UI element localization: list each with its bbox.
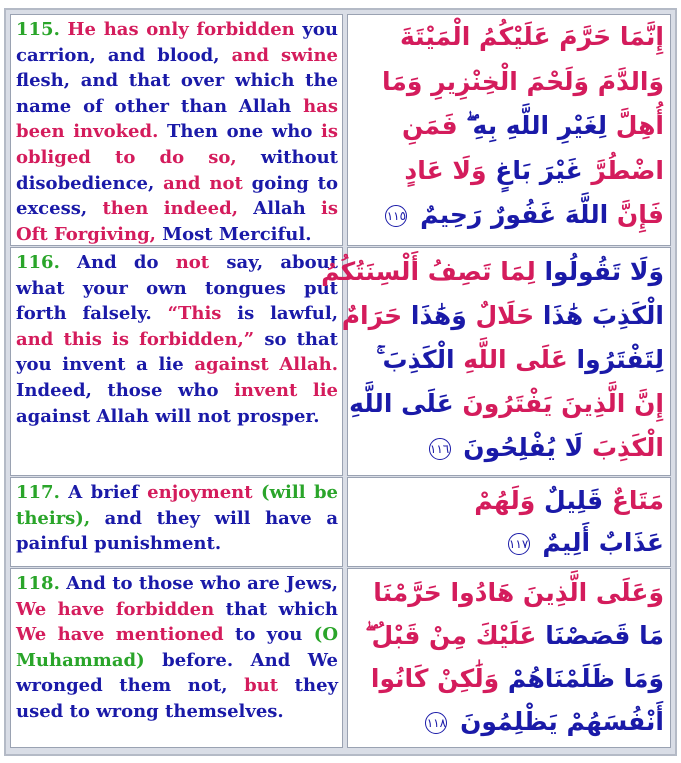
arabic-line [352, 149, 664, 194]
arabic-line [352, 104, 664, 149]
ayah-number-marker: ١١٥ [385, 205, 407, 227]
text-segment: أُهِلَّ [615, 111, 664, 141]
text-segment: الْكَذِبَ هَٰذَا [542, 301, 664, 330]
text-segment: وَهَٰذَا [410, 301, 467, 330]
text-segment: (will be theirs), [16, 482, 338, 529]
text-segment: And do [59, 252, 176, 273]
verse-row-116 [10, 247, 671, 476]
text-segment: Allah [237, 198, 322, 220]
english-translation-cell [10, 14, 343, 246]
text-segment: 118. [16, 573, 60, 594]
text-segment: going to excess, [16, 172, 338, 220]
ayah-number-marker: ١١٨ [425, 712, 447, 734]
text-segment: against Allah. [194, 354, 338, 376]
verse-table [4, 8, 677, 756]
text-segment: and not [163, 172, 243, 194]
english-translation-cell [10, 568, 343, 748]
verse-row-118 [10, 568, 671, 748]
arabic-line [352, 700, 664, 743]
text-segment: اللَّهَ غَفُورٌ رَحِيمٌ [420, 200, 617, 230]
arabic-verse-text [352, 15, 664, 238]
text-segment: before. And We wronged them not, [16, 649, 338, 697]
english-translation-cell [10, 247, 343, 476]
text-segment: وَالدَّمَ وَلَحْمَ الْخِنْزِيرِ وَمَا [382, 66, 664, 96]
arabic-line [352, 193, 664, 238]
text-segment: وَلَهُمْ [474, 486, 536, 515]
text-segment: وَلَٰكِنْ كَانُوا [370, 664, 508, 693]
text-segment: لِتَفْتَرُوا [576, 345, 664, 374]
arabic-verse-cell [347, 568, 671, 748]
text-segment: is obliged to do so, [16, 121, 338, 168]
text-segment: And to those who are Jews, [59, 573, 338, 594]
text-segment: لَا يُفْلِحُونَ [463, 433, 592, 462]
text-segment: مَا قَصَصْنَا [545, 621, 664, 650]
text-segment: إِنَّمَا حَرَّمَ عَلَيْكُمُ الْمَيْتَةَ [399, 22, 664, 51]
verse-row-115 [10, 14, 671, 246]
text-segment: قَلِيلٌ [535, 486, 612, 515]
arabic-line [352, 614, 664, 657]
arabic-line [349, 382, 664, 426]
text-segment: وَلَا تَقُولُوا [544, 257, 664, 286]
text-segment: 116. [16, 252, 60, 273]
text-segment: وَمَا ظَلَمْنَاهُمْ [507, 664, 664, 693]
arabic-line [352, 60, 664, 105]
text-segment: but [244, 675, 279, 697]
english-translation-cell [10, 477, 343, 567]
arabic-verse-cell [347, 14, 671, 246]
text-segment: 117. [16, 482, 60, 503]
text-segment: عَذَابٌ أَلِيمٌ [542, 528, 664, 557]
arabic-line [352, 657, 664, 700]
english-translation-text [16, 250, 338, 429]
text-segment: لِمَا تَصِفُ أَلْسِنَتُكُمُ [321, 257, 545, 286]
text-segment: عَلَى اللَّهِ [349, 389, 463, 418]
text-segment: عَلَيْكَ مِنْ قَبْلُ ۖ [365, 621, 546, 650]
text-segment: so that you invent a lie [16, 328, 338, 376]
arabic-line [352, 15, 664, 60]
text-segment: إِنَّ الَّذِينَ يَفْتَرُونَ [462, 389, 664, 418]
ayah-number-marker: ١١٧ [508, 533, 530, 555]
arabic-verse-text [321, 248, 664, 470]
arabic-line [352, 480, 664, 522]
text-segment: enjoyment [147, 482, 253, 503]
text-segment: حَلَالٌ [466, 301, 543, 330]
english-translation-text [16, 17, 338, 247]
arabic-line [352, 522, 664, 564]
arabic-verse-cell [321, 247, 671, 476]
text-segment: forbidden [196, 19, 295, 40]
text-segment: (O Muhammad) [16, 624, 338, 671]
arabic-line [352, 426, 664, 470]
text-segment: لِغَيْرِ اللَّهِ بِهِ [466, 111, 616, 141]
text-segment: مَتَاعٌ [611, 486, 664, 515]
text-segment: اضْطُرَّ [591, 155, 664, 185]
text-segment: فَإِنَّ [616, 200, 664, 230]
text-segment: that which [214, 598, 338, 620]
text-segment: الْكَذِبَ [591, 433, 664, 462]
text-segment: وَعَلَى الَّذِينَ هَادُوا حَرَّمْنَا [373, 578, 664, 607]
text-segment: has been invoked. [16, 95, 338, 143]
text-segment: A brief [59, 482, 148, 503]
text-segment: and swine [231, 44, 338, 66]
text-segment: وَلَا عَادٍ [404, 155, 487, 185]
text-segment: He has only [59, 19, 197, 40]
text-segment: is Oft Forgiving, [16, 198, 338, 245]
text-segment: Then one who [158, 121, 322, 143]
text-segment: flesh, and that over which the name of other than Allah [16, 70, 338, 117]
text-segment: “This [167, 303, 222, 325]
text-segment: ۖ فَمَنِ [401, 111, 467, 141]
text-segment: الْكَذِبَ ۚ [376, 345, 455, 374]
text-segment: invent lie [234, 379, 338, 401]
text-segment: عَلَى اللَّهِ [454, 345, 577, 374]
text-segment: Indeed, those who [16, 379, 235, 401]
english-translation-text [16, 480, 338, 557]
ayah-number-marker: ١١٦ [429, 438, 451, 460]
text-segment: is lawful, [221, 303, 338, 325]
text-segment: غَيْرَ بَاغٍ [486, 155, 592, 185]
text-segment: not [175, 252, 210, 273]
text-segment: to you [223, 624, 314, 646]
text-segment: then indeed, [102, 198, 238, 220]
text-segment: حَرَامٌ [341, 301, 411, 330]
arabic-line [341, 294, 664, 338]
text-segment: say, about what your own tongues put forth falsely. [16, 252, 338, 325]
arabic-line [321, 250, 664, 294]
verse-row-117 [10, 477, 671, 567]
arabic-verse-cell [347, 477, 671, 567]
text-segment: and they will have a painful punishment. [16, 507, 338, 555]
text-segment: We have mentioned [16, 624, 224, 646]
text-segment: against Allah will not prosper. [16, 405, 320, 427]
arabic-line [352, 571, 664, 614]
english-translation-text [16, 571, 338, 725]
text-segment: without disobedience, [16, 146, 338, 194]
arabic-line [352, 338, 664, 382]
text-segment: you carrion, and blood, [16, 19, 338, 66]
text-segment: Most Merciful. [155, 223, 312, 245]
text-segment: We have forbidden [16, 598, 215, 620]
text-segment: 115. [16, 19, 60, 40]
text-segment: and this is forbidden,” [16, 328, 255, 350]
text-segment: they used to wrong themselves. [16, 675, 338, 722]
arabic-verse-text [352, 478, 664, 564]
arabic-verse-text [352, 569, 664, 743]
text-segment: أَنْفُسَهُمْ يَظْلِمُونَ [460, 707, 664, 736]
